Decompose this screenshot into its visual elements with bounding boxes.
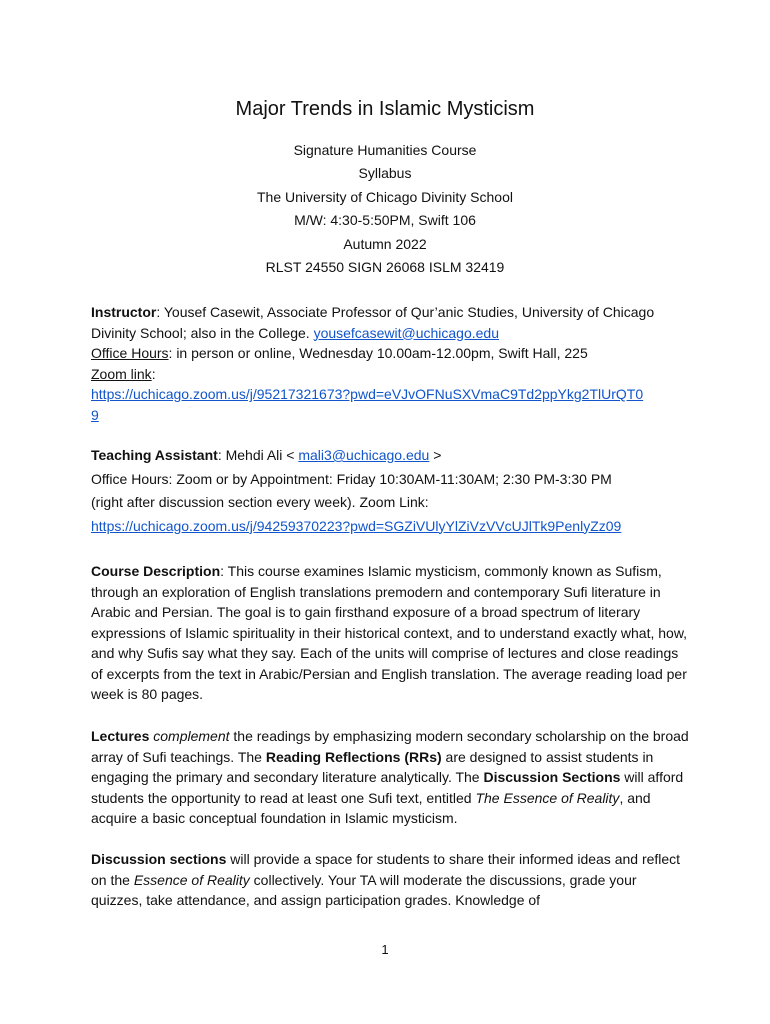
- discussion-sections-label: Discussion Sections: [483, 769, 621, 785]
- ta-label: Teaching Assistant: [91, 447, 218, 463]
- instructor-zoom-link[interactable]: [91, 386, 643, 423]
- header-line-syllabus: Syllabus: [358, 165, 412, 181]
- header-line-school: The University of Chicago Divinity School: [257, 189, 513, 205]
- ta-zoom-link[interactable]: https://uchicago.zoom.us/j/94259370223?pwd=SGZiVUlyYlZiVzVVcUJlTk9PenlyZz09: [91, 517, 622, 534]
- essence-of-reality-ref: Essence of Reality: [133, 871, 250, 888]
- instructor-label: Instructor: [91, 304, 157, 320]
- lectures-text-4: , and acquire a basic conceptual foundation in Islamic mysticism.: [91, 789, 651, 826]
- header-line-term: Autumn 2022: [343, 236, 427, 252]
- office-hours-label: Office Hours: [91, 345, 169, 361]
- lectures-text-1: the readings by emphasizing modern secondary scholarship on the broad array of Sufi teachings. The: [91, 728, 689, 765]
- zoom-link-label: Zoom link: [91, 365, 152, 382]
- zoom-link-colon: :: [151, 365, 156, 382]
- instructor-text: : Yousef Casewit, Associate Professor of Qur’anic Studies, University of Chicago Divinity School; also in the College.: [91, 304, 655, 341]
- instructor-zoom-url-part1: https://uchicago.zoom.us/j/95217321673?pwd=eVJvOFNuSXVmaC9Td2ppYkg2TlUrQT0: [91, 386, 644, 402]
- instructor-section: [91, 302, 691, 425]
- instructor-zoom-url-part2: 9: [91, 406, 99, 423]
- lectures-label: Lectures: [91, 728, 150, 744]
- header-line-course: Signature Humanities Course: [293, 142, 477, 158]
- ta-section: [91, 444, 691, 538]
- office-hours-text: : in person or online, Wednesday 10.00am-12.00pm, Swift Hall, 225: [168, 345, 588, 361]
- essence-of-reality-title: The Essence of Reality: [475, 789, 620, 806]
- discussion-text-1: will provide a space for students to share their informed ideas and reflect on the: [91, 851, 681, 888]
- ta-office-hours-line2: (right after discussion section every week). Zoom Link:: [91, 494, 429, 510]
- instructor-email-link[interactable]: yousefcasewit@uchicago.edu: [313, 324, 499, 341]
- page-title: Major Trends in Islamic Mysticism: [235, 98, 535, 120]
- header-line-course-codes: RLST 24550 SIGN 26068 ISLM 32419: [265, 259, 505, 275]
- reading-reflections-label: Reading Reflections (RRs): [265, 748, 442, 765]
- page-number: 1: [381, 942, 389, 957]
- lectures-text-3: will afford students the opportunity to read at least one Sufi text, entitled: [91, 769, 684, 806]
- lectures-paragraph: [91, 726, 691, 829]
- ta-office-hours-line1: Office Hours: Zoom or by Appointment: Friday 10:30AM-11:30AM; 2:30 PM-3:30 PM: [91, 470, 612, 487]
- course-description-paragraph: [91, 561, 691, 705]
- course-description-label: Course Description: [91, 563, 221, 579]
- discussion-sections-heading: Discussion sections: [91, 851, 227, 867]
- discussion-paragraph: [91, 849, 691, 911]
- discussion-text-2: collectively. Your TA will moderate the discussions, grade your quizzes, take attendance, and assign participation grades. Knowledge of: [91, 871, 637, 908]
- header-line-schedule: M/W: 4:30-5:50PM, Swift 106: [294, 212, 476, 228]
- ta-email-link[interactable]: mali3@uchicago.edu: [298, 447, 430, 463]
- lectures-text-2: are designed to assist students in engaging the primary and secondary literature analytically. The: [91, 748, 654, 785]
- complement-text: complement: [153, 728, 230, 744]
- course-description-text: : This course examines Islamic mysticism, commonly known as Sufism, through an exploration of English translations premodern and contemporary Sufi literature in Arabic and Persian. The goal is to gain firsthand exposure of a broad spectrum of literary expressions of Islamic spirituality in their historical context, and to understand exactly what, how, and why Sufis say what they say. Each of the units will comprise of lectures and close readings of excerpts from the text in Arabic/Persian and English translation. The average reading load per week is 80 pages.: [91, 563, 688, 702]
- ta-email-close: >: [429, 447, 442, 463]
- ta-text: : Mehdi Ali <: [217, 447, 299, 463]
